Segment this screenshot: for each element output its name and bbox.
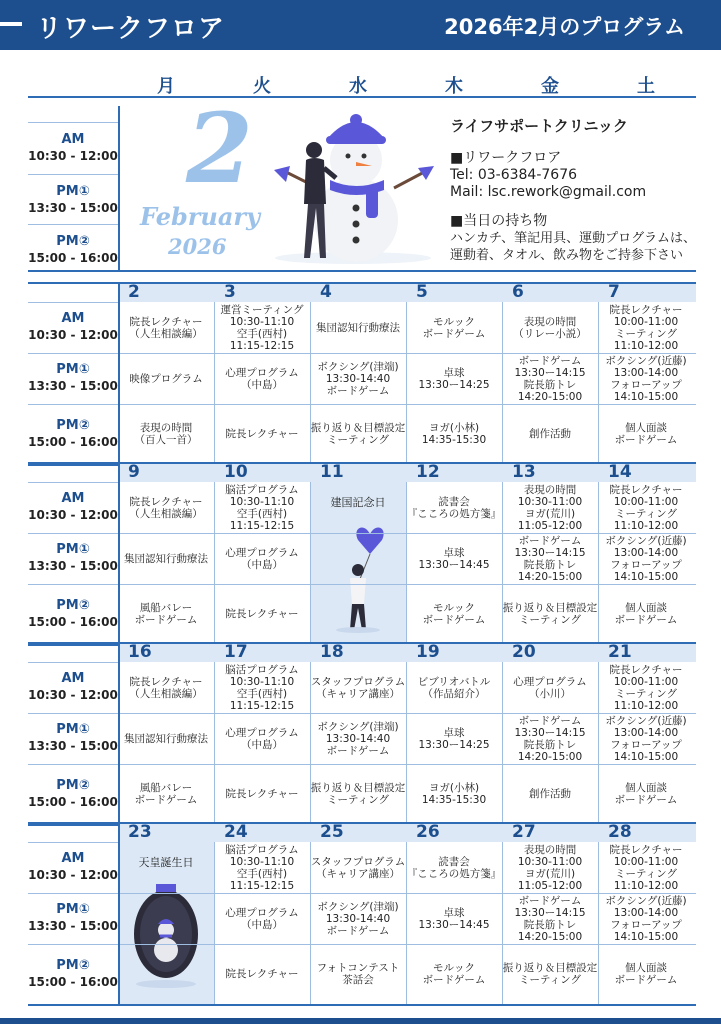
program-text: 院長レクチャー 10:00-11:00 ミーティング 11:10-12:00: [609, 303, 683, 352]
program-cell: [310, 302, 406, 353]
info-slot-divider: [28, 174, 118, 175]
slot-period: PM①: [56, 184, 90, 199]
slot-time: 10:30 - 12:00: [28, 508, 118, 522]
program-cell: [406, 944, 502, 1004]
holiday-name: 天皇誕生日: [138, 856, 194, 869]
slot-period: PM①: [56, 362, 90, 377]
program-cell: [118, 713, 214, 764]
program-cell: [598, 713, 694, 764]
slot-period: AM: [61, 851, 85, 866]
program-cell: [406, 713, 502, 764]
info-slot-pm2: [28, 234, 118, 266]
program-cell: [310, 662, 406, 713]
program-cell: [214, 482, 310, 533]
slot-time: 15:00 - 16:00: [28, 795, 118, 809]
program-cell: [310, 944, 406, 1004]
date-number: 2: [128, 282, 140, 302]
program-cell: [118, 302, 214, 353]
program-text: 表現の時間 （リレー小説）: [513, 315, 587, 340]
weekday-label: 火: [253, 76, 271, 97]
snow-globe-illustration: [126, 874, 206, 994]
slot-label: [28, 958, 118, 990]
slot-time: 10:30 - 12:00: [28, 688, 118, 702]
program-text: モルック ボードゲーム: [422, 315, 486, 340]
program-cell: [214, 713, 310, 764]
program-cell: [598, 302, 694, 353]
weekday-label: 水: [349, 76, 367, 97]
info-slot-divider: [28, 122, 118, 123]
program-cell: [310, 893, 406, 944]
program-cell: [214, 584, 310, 644]
bring-line-1: ハンカチ、筆記用具、運動プログラムは、: [450, 231, 696, 246]
weekday-label: 金: [541, 76, 559, 97]
slot-time: 15:00 - 16:00: [28, 615, 118, 629]
month-name: February: [140, 202, 261, 231]
program-text: ヨガ(小林) 14:35-15:30: [421, 422, 487, 446]
date-number: 11: [320, 462, 344, 482]
date-number: 19: [416, 642, 440, 662]
program-text: ボードゲーム 13:30ー14:15 院長筋トレ 14:20-15:00: [514, 354, 586, 403]
program-text: 卓球 13:30ー14:25: [418, 726, 490, 751]
program-text: 院長レクチャー （人生相談編）: [129, 315, 203, 340]
slot-period: PM②: [56, 958, 90, 973]
info-slot-divider: [28, 224, 118, 225]
program-cell: [502, 893, 598, 944]
slot-time: 13:30 - 15:00: [28, 559, 118, 573]
date-number: 3: [224, 282, 236, 302]
slot-label: [28, 418, 118, 450]
info-slot-pm1: [28, 184, 118, 216]
slot-label: [28, 362, 118, 394]
program-cell: [598, 842, 694, 893]
slot-time: 10:30 - 12:00: [28, 149, 118, 163]
program-text: ボードゲーム 13:30ー14:15 院長筋トレ 14:20-15:00: [514, 714, 586, 763]
slot-time: 13:30 - 15:00: [28, 739, 118, 753]
clinic-floor: ■リワークフロア: [450, 150, 562, 166]
slot-label: [28, 851, 118, 883]
date-number: 28: [608, 822, 632, 842]
date-number: 17: [224, 642, 248, 662]
slot-period: PM①: [56, 542, 90, 557]
weekday-label: 土: [637, 76, 655, 97]
date-number: 5: [416, 282, 428, 302]
program-cell: [118, 584, 214, 644]
program-text: 集団認知行動療法: [124, 732, 208, 745]
week-block: [28, 282, 696, 466]
header-dash: [0, 22, 22, 26]
program-text: 卓球 13:30ー14:45: [418, 546, 490, 571]
date-number: 20: [512, 642, 536, 662]
program-text: 院長レクチャー: [225, 788, 299, 800]
week-block: [28, 822, 696, 1006]
week-bottom-line: [28, 1004, 696, 1006]
program-cell: [118, 353, 214, 404]
date-number: 24: [224, 822, 248, 842]
program-text: 振り返り＆目標設定 ミーティング: [502, 962, 598, 986]
program-cell: [406, 764, 502, 824]
program-text: 卓球 13:30ー14:45: [418, 906, 490, 931]
program-text: 個人面談 ボードゲーム: [614, 782, 678, 806]
slot-time: 15:00 - 16:00: [28, 251, 118, 265]
program-cell: [598, 584, 694, 644]
program-text: 集団認知行動療法: [316, 321, 400, 334]
slot-period: PM②: [56, 778, 90, 793]
program-cell: [214, 302, 310, 353]
column-divider: [310, 482, 311, 644]
bring-line-2: 運動着、タオル、飲み物をご持参下さい: [450, 248, 683, 263]
program-text: 院長レクチャー （人生相談編）: [129, 675, 203, 700]
program-cell: [310, 353, 406, 404]
program-cell: [118, 533, 214, 584]
program-text: 表現の時間 10:30-11:00 ヨガ(荒川) 11:05-12:00: [517, 483, 583, 532]
month-year: 2026: [168, 234, 227, 259]
slot-time: 10:30 - 12:00: [28, 868, 118, 882]
program-cell: [406, 584, 502, 644]
program-text: 院長レクチャー: [225, 968, 299, 980]
program-cell: [598, 404, 694, 464]
weekday-label: 木: [445, 76, 463, 97]
program-text: 映像プログラム: [129, 372, 203, 385]
bring-title: ■当日の持ち物: [450, 213, 548, 229]
program-text: ヨガ(小林) 14:35-15:30: [421, 782, 487, 806]
program-text: 院長レクチャー （人生相談編）: [129, 495, 203, 520]
info-bottom-line: [28, 270, 696, 272]
program-cell: [502, 353, 598, 404]
date-number: 16: [128, 642, 152, 662]
program-cell: [310, 404, 406, 464]
clinic-mail: Mail: lsc.rework@gmail.com: [450, 184, 647, 200]
program-cell: [502, 482, 598, 533]
floor-title: リワークフロア: [36, 14, 226, 44]
program-text: 心理プログラム （小川）: [513, 675, 587, 700]
program-cell: [502, 584, 598, 644]
program-text: 卓球 13:30ー14:25: [418, 366, 490, 391]
program-text: ボクシング(近藤) 13:00-14:00 フォローアップ 14:10-15:00: [605, 534, 687, 583]
program-text: 心理プログラム （中島）: [225, 906, 299, 931]
program-text: 表現の時間 （百人一首）: [134, 422, 198, 446]
program-text: 運営ミーティング 10:30-11:10 空手(西村) 11:15-12:15: [220, 303, 304, 352]
program-text: 個人面談 ボードゲーム: [614, 962, 678, 986]
clinic-name: ライフサポートクリニック: [450, 117, 628, 135]
program-text: 院長レクチャー 10:00-11:00 ミーティング 11:10-12:00: [609, 843, 683, 892]
date-number: 7: [608, 282, 620, 302]
holiday-cell: [310, 482, 406, 644]
program-text: 振り返り＆目標設定 ミーティング: [310, 782, 406, 806]
row-divider: [28, 302, 118, 303]
program-text: 読書会 『こころの処方箋』: [406, 495, 502, 520]
date-number: 9: [128, 462, 140, 482]
program-cell: [502, 404, 598, 464]
program-text: 個人面談 ボードゲーム: [614, 602, 678, 626]
program-text: 心理プログラム （中島）: [225, 546, 299, 571]
program-cell: [214, 944, 310, 1004]
weekday-label: 月: [157, 76, 175, 97]
program-text: ビブリオバトル （作品紹介）: [417, 675, 491, 700]
slot-period: AM: [61, 491, 85, 506]
program-cell: [598, 944, 694, 1004]
program-text: ボクシング(近藤) 13:00-14:00 フォローアップ 14:10-15:00: [605, 714, 687, 763]
program-cell: [406, 404, 502, 464]
date-number: 27: [512, 822, 536, 842]
slot-time: 13:30 - 15:00: [28, 379, 118, 393]
program-text: 院長レクチャー 10:00-11:00 ミーティング 11:10-12:00: [609, 483, 683, 532]
program-cell: [406, 353, 502, 404]
slot-period: AM: [61, 311, 85, 326]
program-cell: [214, 662, 310, 713]
program-text: 心理プログラム （中島）: [225, 726, 299, 751]
slot-label: [28, 491, 118, 523]
program-cell: [214, 533, 310, 584]
program-text: 脳活プログラム 10:30-11:10 空手(西村) 11:15-12:15: [225, 843, 299, 892]
program-cell: [406, 662, 502, 713]
program-cell: [310, 713, 406, 764]
program-text: 院長レクチャー: [225, 608, 299, 620]
program-cell: [502, 713, 598, 764]
program-cell: [214, 842, 310, 893]
program-text: フォトコンテスト 茶話会: [316, 962, 400, 986]
row-divider: [28, 662, 118, 663]
program-text: 振り返り＆目標設定 ミーティング: [502, 602, 598, 626]
program-cell: [310, 764, 406, 824]
program-text: モルック ボードゲーム: [422, 962, 486, 986]
footer-bar: [0, 1018, 721, 1024]
slot-label: [28, 902, 118, 934]
program-text: 風船バレー ボードゲーム: [134, 602, 198, 626]
program-text: モルック ボードゲーム: [422, 602, 486, 626]
program-cell: [406, 302, 502, 353]
slot-time: 13:30 - 15:00: [28, 201, 118, 215]
slot-period: AM: [61, 671, 85, 686]
program-text: ボードゲーム 13:30ー14:15 院長筋トレ 14:20-15:00: [514, 534, 586, 583]
program-cell: [406, 533, 502, 584]
program-text: スタッフプログラム （キャリア講座）: [310, 675, 406, 700]
slot-time: 15:00 - 16:00: [28, 435, 118, 449]
program-text: ボクシング(近藤) 13:00-14:00 フォローアップ 14:10-15:00: [605, 354, 687, 403]
program-cell: [406, 893, 502, 944]
program-cell: [502, 842, 598, 893]
program-cell: [502, 302, 598, 353]
program-cell: [598, 353, 694, 404]
date-number: 6: [512, 282, 524, 302]
slot-label: [28, 311, 118, 343]
program-cell: [214, 893, 310, 944]
program-cell: [214, 353, 310, 404]
clinic-info: [450, 118, 696, 264]
slot-time: 13:30 - 15:00: [28, 919, 118, 933]
program-text: ボードゲーム 13:30ー14:15 院長筋トレ 14:20-15:00: [514, 894, 586, 943]
clinic-tel: Tel: 03-6384-7676: [450, 167, 578, 183]
info-vertical-line: [118, 106, 120, 270]
row-divider: [28, 482, 118, 483]
date-number: 21: [608, 642, 632, 662]
program-cell: [118, 662, 214, 713]
program-text: 創作活動: [529, 788, 571, 800]
program-text: スタッフプログラム （キャリア講座）: [310, 855, 406, 880]
program-text: 院長レクチャー: [225, 428, 299, 440]
program-text: 振り返り＆目標設定 ミーティング: [310, 422, 406, 446]
row-divider: [28, 842, 118, 843]
program-cell: [502, 764, 598, 824]
balloon-girl-illustration: [318, 514, 398, 634]
program-text: 集団認知行動療法: [124, 552, 208, 565]
program-text: 表現の時間 10:30-11:00 ヨガ(荒川) 11:05-12:00: [517, 843, 583, 892]
date-number: 4: [320, 282, 332, 302]
program-title: 2026年2月のプログラム: [444, 15, 685, 39]
slot-label: [28, 722, 118, 754]
program-cell: [598, 482, 694, 533]
program-text: 創作活動: [529, 428, 571, 440]
column-divider: [118, 824, 120, 1004]
program-text: ボクシング(津端) 13:30-14:40 ボードゲーム: [317, 360, 399, 397]
program-cell: [118, 482, 214, 533]
holiday-cell: [118, 842, 214, 1004]
program-cell: [214, 404, 310, 464]
date-number: 13: [512, 462, 536, 482]
date-number: 12: [416, 462, 440, 482]
date-number: 25: [320, 822, 344, 842]
slot-period: PM①: [56, 902, 90, 917]
program-cell: [118, 764, 214, 824]
program-text: 個人面談 ボードゲーム: [614, 422, 678, 446]
slot-period: PM①: [56, 722, 90, 737]
program-cell: [598, 764, 694, 824]
program-text: 風船バレー ボードゲーム: [134, 782, 198, 806]
header-bar: [0, 0, 721, 50]
slot-period: PM②: [56, 418, 90, 433]
slot-time: 10:30 - 12:00: [28, 328, 118, 342]
info-panel: [28, 92, 696, 272]
slot-label: [28, 778, 118, 810]
program-cell: [502, 944, 598, 1004]
slot-period: PM②: [56, 598, 90, 613]
slot-period: PM②: [56, 234, 90, 249]
program-text: 読書会 『こころの処方箋』: [406, 855, 502, 880]
slot-label: [28, 598, 118, 630]
date-number: 14: [608, 462, 632, 482]
program-text: 脳活プログラム 10:30-11:10 空手(西村) 11:15-12:15: [225, 663, 299, 712]
week-block: [28, 462, 696, 646]
date-number: 26: [416, 822, 440, 842]
program-cell: [502, 533, 598, 584]
program-cell: [502, 662, 598, 713]
slot-period: AM: [61, 132, 85, 147]
program-cell: [214, 764, 310, 824]
date-number: 23: [128, 822, 152, 842]
month-number: 2: [186, 92, 253, 205]
program-text: ボクシング(津端) 13:30-14:40 ボードゲーム: [317, 720, 399, 757]
program-cell: [406, 842, 502, 893]
slot-label: [28, 671, 118, 703]
program-text: 脳活プログラム 10:30-11:10 空手(西村) 11:15-12:15: [225, 483, 299, 532]
program-text: 心理プログラム （中島）: [225, 366, 299, 391]
program-cell: [598, 893, 694, 944]
date-number: 18: [320, 642, 344, 662]
date-number: 10: [224, 462, 248, 482]
program-cell: [598, 662, 694, 713]
program-cell: [598, 533, 694, 584]
snowman-illustration: [268, 108, 438, 268]
week-block: [28, 642, 696, 826]
program-text: ボクシング(津端) 13:30-14:40 ボードゲーム: [317, 900, 399, 937]
program-cell: [310, 842, 406, 893]
holiday-name: 建国記念日: [330, 496, 386, 509]
slot-time: 15:00 - 16:00: [28, 975, 118, 989]
program-cell: [406, 482, 502, 533]
slot-label: [28, 542, 118, 574]
program-text: ボクシング(近藤) 13:00-14:00 フォローアップ 14:10-15:00: [605, 894, 687, 943]
program-text: 院長レクチャー 10:00-11:00 ミーティング 11:10-12:00: [609, 663, 683, 712]
program-cell: [118, 404, 214, 464]
info-slot-am: [28, 132, 118, 164]
